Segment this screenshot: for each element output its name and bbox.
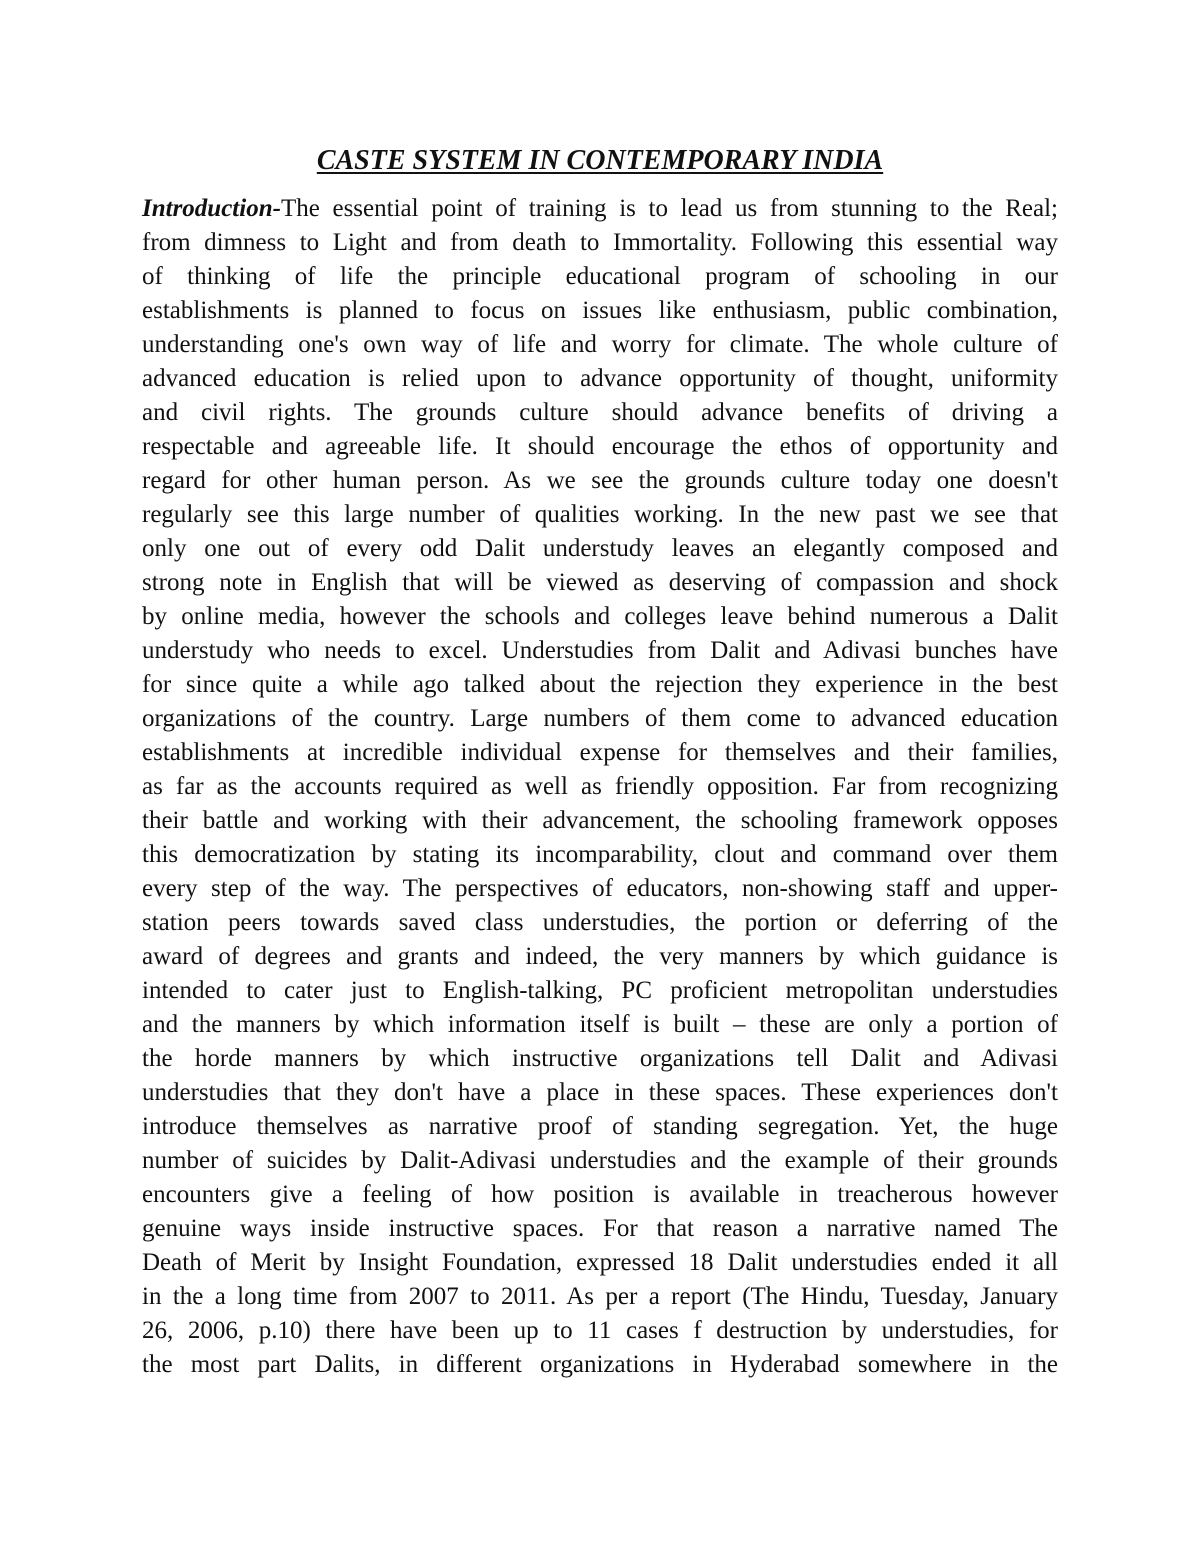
paragraph-line: by online media, however the schools and colleges leave behind numerous a Dalit [142,603,1058,630]
paragraph-line: regard for other human person. As we see the grounds culture today one doesn't [142,467,1058,494]
paragraph-line: their battle and working with their advancement, the schooling framework opposes [142,807,1058,834]
paragraph-line: introduce themselves as narrative proof of standing segregation. Yet, the huge [142,1113,1058,1140]
paragraph-line: genuine ways inside instructive spaces. For that reason a narrative named The [142,1215,1058,1242]
paragraph-line: award of degrees and grants and indeed, the very manners by which guidance is [142,943,1058,970]
paragraph-line: this democratization by stating its incomparability, clout and command over them [142,841,1058,868]
paragraph-line: establishments at incredible individual expense for themselves and their families, [142,739,1058,766]
paragraph-line: as far as the accounts required as well as friendly opposition. Far from recognizing [142,773,1058,800]
paragraph-line: 26, 2006, p.10) there have been up to 11 cases f destruction by understudies, for [142,1317,1058,1344]
paragraph-line: Death of Merit by Insight Foundation, expressed 18 Dalit understudies ended it all [142,1249,1058,1276]
paragraph-line: respectable and agreeable life. It should encourage the ethos of opportunity and [142,433,1058,460]
paragraph-line [142,192,1058,226]
paragraph-line: every step of the way. The perspectives of educators, non-showing staff and upper- [142,875,1058,902]
paragraph-line: advanced education is relied upon to advance opportunity of thought, uniformity [142,365,1058,392]
body-paragraph [142,192,1058,1382]
paragraph-line: and civil rights. The grounds culture should advance benefits of driving a [142,399,1058,426]
paragraph-line: strong note in English that will be viewed as deserving of compassion and shock [142,569,1058,596]
paragraph-line: understanding one's own way of life and worry for climate. The whole culture of [142,331,1058,358]
paragraph-line: intended to cater just to English-talking, PC proficient metropolitan understudies [142,977,1058,1004]
paragraph-line: understudy who needs to excel. Understudies from Dalit and Adivasi bunches have [142,637,1058,664]
paragraph-line: establishments is planned to focus on issues like enthusiasm, public combination, [142,297,1058,324]
first-line-text: The essential point of training is to lead us from stunning to the Real; [280,195,1058,222]
paragraph-line: the most part Dalits, in different organizations in Hyderabad somewhere in the [142,1351,1058,1378]
paragraph-line: regularly see this large number of qualities working. In the new past we see that [142,501,1058,528]
paragraph-line: of thinking of life the principle educational program of schooling in our [142,263,1058,290]
paragraph-line: organizations of the country. Large numbers of them come to advanced education [142,705,1058,732]
document-title: CASTE SYSTEM IN CONTEMPORARY INDIA [316,145,884,176]
paragraph-line: station peers towards saved class understudies, the portion or deferring of the [142,909,1058,936]
paragraph-line: understudies that they don't have a place in these spaces. These experiences don't [142,1079,1058,1106]
paragraph-line: number of suicides by Dalit-Adivasi understudies and the example of their grounds [142,1147,1058,1174]
paragraph-line: for since quite a while ago talked about the rejection they experience in the best [142,671,1058,698]
paragraph-line: from dimness to Light and from death to Immortality. Following this essential way [142,229,1058,256]
paragraph-line: encounters give a feeling of how position is available in treacherous however [142,1181,1058,1208]
paragraph-line: and the manners by which information itself is built – these are only a portion of [142,1011,1058,1038]
paragraph-line: in the a long time from 2007 to 2011. As per a report (The Hindu, Tuesday, January [142,1283,1058,1310]
introduction-label: Introduction- [142,195,281,222]
paragraph-line: the horde manners by which instructive organizations tell Dalit and Adivasi [142,1045,1058,1072]
paragraph-line: only one out of every odd Dalit understudy leaves an elegantly composed and [142,535,1058,562]
